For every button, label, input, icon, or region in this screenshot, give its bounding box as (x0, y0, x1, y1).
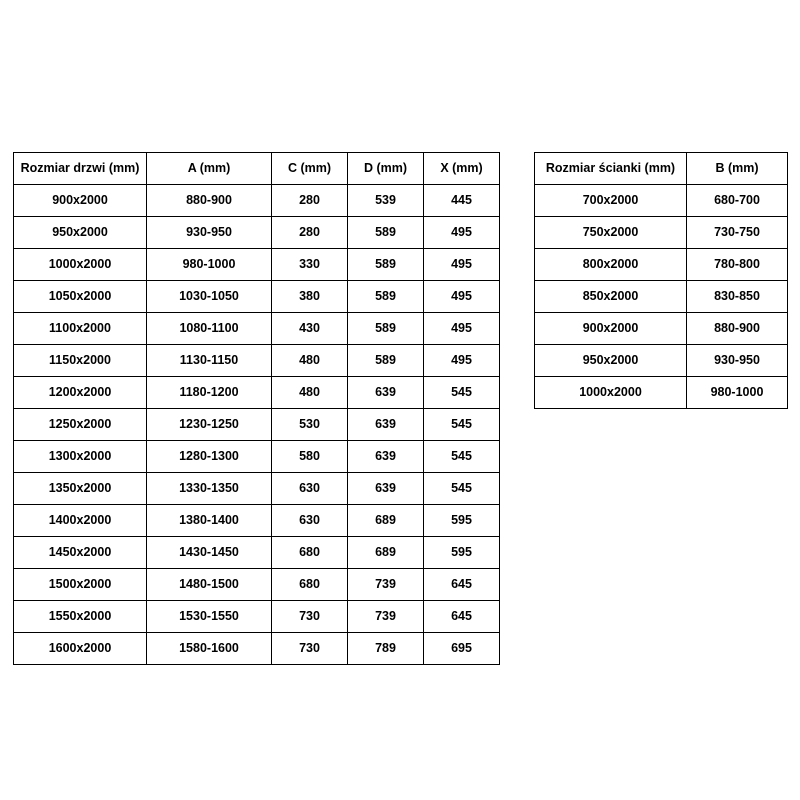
table-cell: 589 (348, 345, 424, 377)
table-cell: 950x2000 (535, 345, 687, 377)
table-cell: 880-900 (147, 185, 272, 217)
table-cell: 930-950 (147, 217, 272, 249)
table-cell: 930-950 (687, 345, 788, 377)
table-cell: 1580-1600 (147, 633, 272, 665)
table-cell: 639 (348, 473, 424, 505)
table-cell: 730 (272, 601, 348, 633)
table-header-row (14, 153, 500, 185)
table-cell: 1130-1150 (147, 345, 272, 377)
table-cell: 680 (272, 537, 348, 569)
table-row (14, 601, 500, 633)
table-cell: 739 (348, 601, 424, 633)
table-row (14, 185, 500, 217)
table-cell: 589 (348, 249, 424, 281)
table-cell: 695 (424, 633, 500, 665)
table-cell: 1430-1450 (147, 537, 272, 569)
walls-dimensions-table-container (534, 152, 788, 409)
table-cell: 1050x2000 (14, 281, 147, 313)
table-cell: 495 (424, 345, 500, 377)
table-cell: 1280-1300 (147, 441, 272, 473)
table-row (14, 377, 500, 409)
table-cell: 1000x2000 (14, 249, 147, 281)
table-cell: 980-1000 (687, 377, 788, 409)
column-header-door-size: Rozmiar drzwi (mm) (14, 153, 147, 185)
table-cell: 689 (348, 505, 424, 537)
table-cell: 580 (272, 441, 348, 473)
table-row (535, 377, 788, 409)
table-row (535, 185, 788, 217)
table-cell: 595 (424, 537, 500, 569)
table-cell: 1030-1050 (147, 281, 272, 313)
table-cell: 545 (424, 473, 500, 505)
table-row (14, 281, 500, 313)
table-row (14, 217, 500, 249)
table-cell: 495 (424, 249, 500, 281)
table-row (14, 345, 500, 377)
table-cell: 495 (424, 281, 500, 313)
table-cell: 1000x2000 (535, 377, 687, 409)
table-cell: 639 (348, 377, 424, 409)
table-cell: 545 (424, 409, 500, 441)
table-cell: 589 (348, 313, 424, 345)
column-header-c: C (mm) (272, 153, 348, 185)
table-cell: 480 (272, 345, 348, 377)
table-cell: 750x2000 (535, 217, 687, 249)
column-header-a: A (mm) (147, 153, 272, 185)
table-cell: 689 (348, 537, 424, 569)
table-cell: 1500x2000 (14, 569, 147, 601)
table-row (14, 537, 500, 569)
table-cell: 589 (348, 281, 424, 313)
table-cell: 445 (424, 185, 500, 217)
table-cell: 850x2000 (535, 281, 687, 313)
table-cell: 589 (348, 217, 424, 249)
table-cell: 480 (272, 377, 348, 409)
table-cell: 739 (348, 569, 424, 601)
table-cell: 1230-1250 (147, 409, 272, 441)
table-cell: 1080-1100 (147, 313, 272, 345)
table-cell: 1200x2000 (14, 377, 147, 409)
table-row (14, 249, 500, 281)
table-cell: 1400x2000 (14, 505, 147, 537)
table-row (14, 569, 500, 601)
table-row (14, 473, 500, 505)
column-header-wall-size: Rozmiar ścianki (mm) (535, 153, 687, 185)
table-cell: 1480-1500 (147, 569, 272, 601)
table-cell: 495 (424, 313, 500, 345)
table-cell: 280 (272, 217, 348, 249)
table-row (535, 345, 788, 377)
table-cell: 730 (272, 633, 348, 665)
table-cell: 680-700 (687, 185, 788, 217)
table-cell: 645 (424, 601, 500, 633)
column-header-d: D (mm) (348, 153, 424, 185)
table-row (14, 409, 500, 441)
table-cell: 645 (424, 569, 500, 601)
table-cell: 330 (272, 249, 348, 281)
table-cell: 1150x2000 (14, 345, 147, 377)
table-cell: 900x2000 (535, 313, 687, 345)
column-header-b: B (mm) (687, 153, 788, 185)
table-cell: 639 (348, 441, 424, 473)
table-row (535, 217, 788, 249)
table-cell: 545 (424, 377, 500, 409)
table-cell: 539 (348, 185, 424, 217)
table-cell: 680 (272, 569, 348, 601)
column-header-x: X (mm) (424, 153, 500, 185)
table-cell: 280 (272, 185, 348, 217)
table-header-row (535, 153, 788, 185)
table-row (14, 505, 500, 537)
table-cell: 1180-1200 (147, 377, 272, 409)
table-row (14, 633, 500, 665)
table-row (14, 313, 500, 345)
table-cell: 830-850 (687, 281, 788, 313)
table-row (535, 249, 788, 281)
table-cell: 880-900 (687, 313, 788, 345)
table-cell: 800x2000 (535, 249, 687, 281)
table-cell: 1380-1400 (147, 505, 272, 537)
table-cell: 630 (272, 473, 348, 505)
table-cell: 595 (424, 505, 500, 537)
table-cell: 980-1000 (147, 249, 272, 281)
table-row (535, 281, 788, 313)
table-cell: 789 (348, 633, 424, 665)
table-cell: 545 (424, 441, 500, 473)
table-cell: 639 (348, 409, 424, 441)
table-cell: 1600x2000 (14, 633, 147, 665)
table-cell: 1250x2000 (14, 409, 147, 441)
table-cell: 530 (272, 409, 348, 441)
table-cell: 900x2000 (14, 185, 147, 217)
doors-dimensions-table (13, 152, 500, 665)
table-cell: 495 (424, 217, 500, 249)
table-cell: 730-750 (687, 217, 788, 249)
table-cell: 1550x2000 (14, 601, 147, 633)
table-cell: 430 (272, 313, 348, 345)
table-cell: 950x2000 (14, 217, 147, 249)
doors-dimensions-table-container (13, 152, 500, 665)
table-row (535, 313, 788, 345)
table-cell: 1530-1550 (147, 601, 272, 633)
table-cell: 380 (272, 281, 348, 313)
table-cell: 780-800 (687, 249, 788, 281)
table-cell: 630 (272, 505, 348, 537)
table-cell: 1330-1350 (147, 473, 272, 505)
table-row (14, 441, 500, 473)
table-cell: 700x2000 (535, 185, 687, 217)
table-cell: 1450x2000 (14, 537, 147, 569)
walls-dimensions-table (534, 152, 788, 409)
table-cell: 1300x2000 (14, 441, 147, 473)
table-cell: 1100x2000 (14, 313, 147, 345)
table-cell: 1350x2000 (14, 473, 147, 505)
